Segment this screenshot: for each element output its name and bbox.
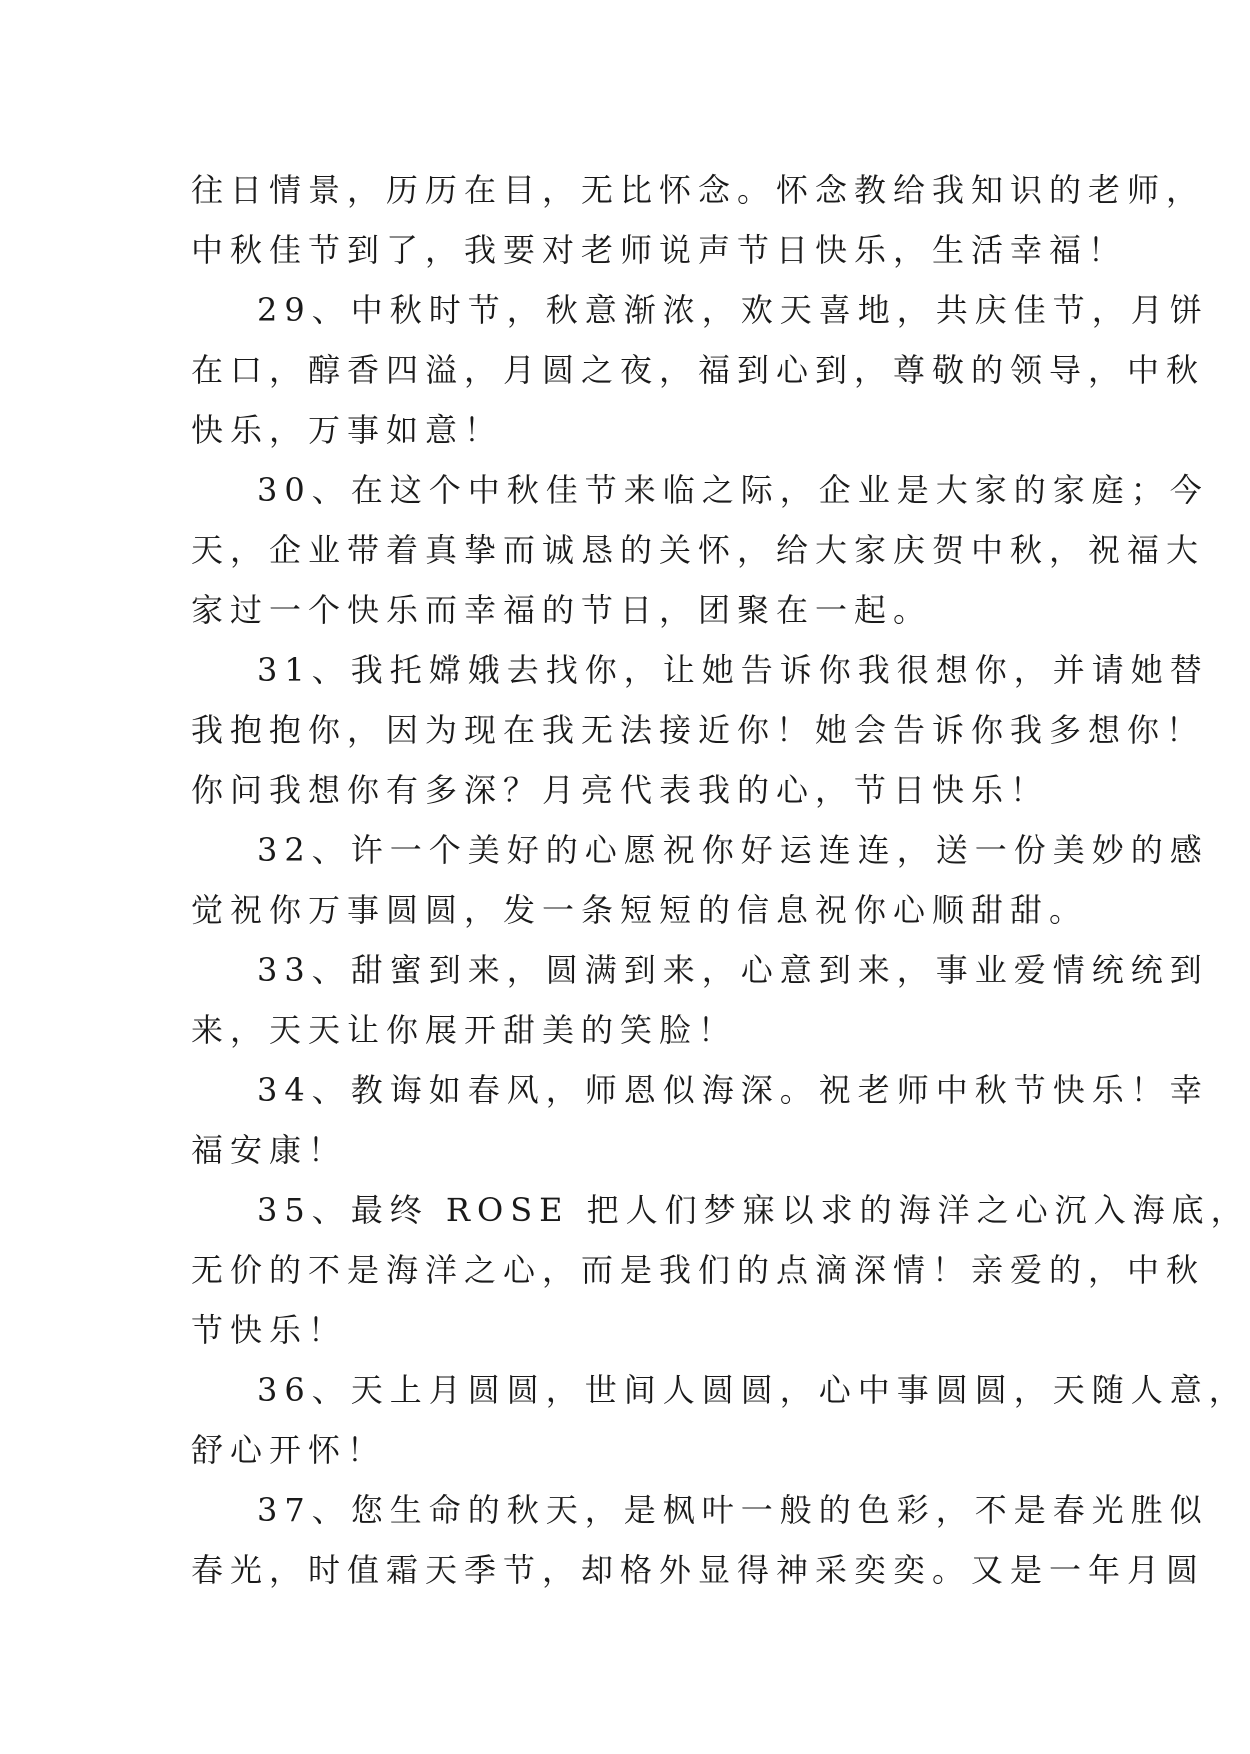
text-line: 春光，时值霜天季节，却格外显得神采奕奕。又是一年月圆 [191, 1551, 1206, 1589]
paragraph-30-start: 30、在这个中秋佳节来临之际，企业是大家的家庭；今 [257, 471, 1209, 509]
paragraph-37-start: 37、您生命的秋天，是枫叶一般的色彩，不是春光胜似 [257, 1491, 1209, 1529]
text-line: 节快乐！ [191, 1311, 348, 1349]
paragraph-33-start: 33、甜蜜到来，圆满到来，心意到来，事业爱情统统到 [257, 951, 1209, 989]
paragraph-35-start: 35、最终 ROSE 把人们梦寐以求的海洋之心沉入海底， [257, 1191, 1250, 1229]
text-line: 舒心开怀！ [191, 1431, 387, 1469]
paragraph-32-start: 32、许一个美好的心愿祝你好运连连，送一份美妙的感 [257, 831, 1209, 869]
text-line: 往日情景，历历在目，无比怀念。怀念教给我知识的老师， [191, 171, 1206, 209]
text-line: 福安康！ [191, 1131, 348, 1169]
text-line: 快乐，万事如意！ [191, 411, 504, 449]
text-line: 我抱抱你，因为现在我无法接近你！她会告诉你我多想你！ [191, 711, 1206, 749]
text-line: 你问我想你有多深？月亮代表我的心，节日快乐！ [191, 771, 1050, 809]
paragraph-29-start: 29、中秋时节，秋意渐浓，欢天喜地，共庆佳节，月饼 [257, 291, 1209, 329]
text-line: 天，企业带着真挚而诚恳的关怀，给大家庆贺中秋，祝福大 [191, 531, 1206, 569]
text-line: 觉祝你万事圆圆，发一条短短的信息祝你心顺甜甜。 [191, 891, 1089, 929]
text-line: 在口，醇香四溢，月圆之夜，福到心到，尊敬的领导，中秋 [191, 351, 1206, 389]
text-line: 家过一个快乐而幸福的节日，团聚在一起。 [191, 591, 933, 629]
paragraph-34-start: 34、教诲如春风，师恩似海深。祝老师中秋节快乐！幸 [257, 1071, 1209, 1109]
paragraph-31-start: 31、我托嫦娥去找你，让她告诉你我很想你，并请她替 [257, 651, 1209, 689]
text-line: 中秋佳节到了，我要对老师说声节日快乐，生活幸福！ [191, 231, 1128, 269]
text-line: 来，天天让你展开甜美的笑脸！ [191, 1011, 738, 1049]
text-line: 无价的不是海洋之心，而是我们的点滴深情！亲爱的，中秋 [191, 1251, 1206, 1289]
paragraph-36-start: 36、天上月圆圆，世间人圆圆，心中事圆圆，天随人意， [257, 1371, 1248, 1409]
document-body [191, 160, 1250, 1600]
